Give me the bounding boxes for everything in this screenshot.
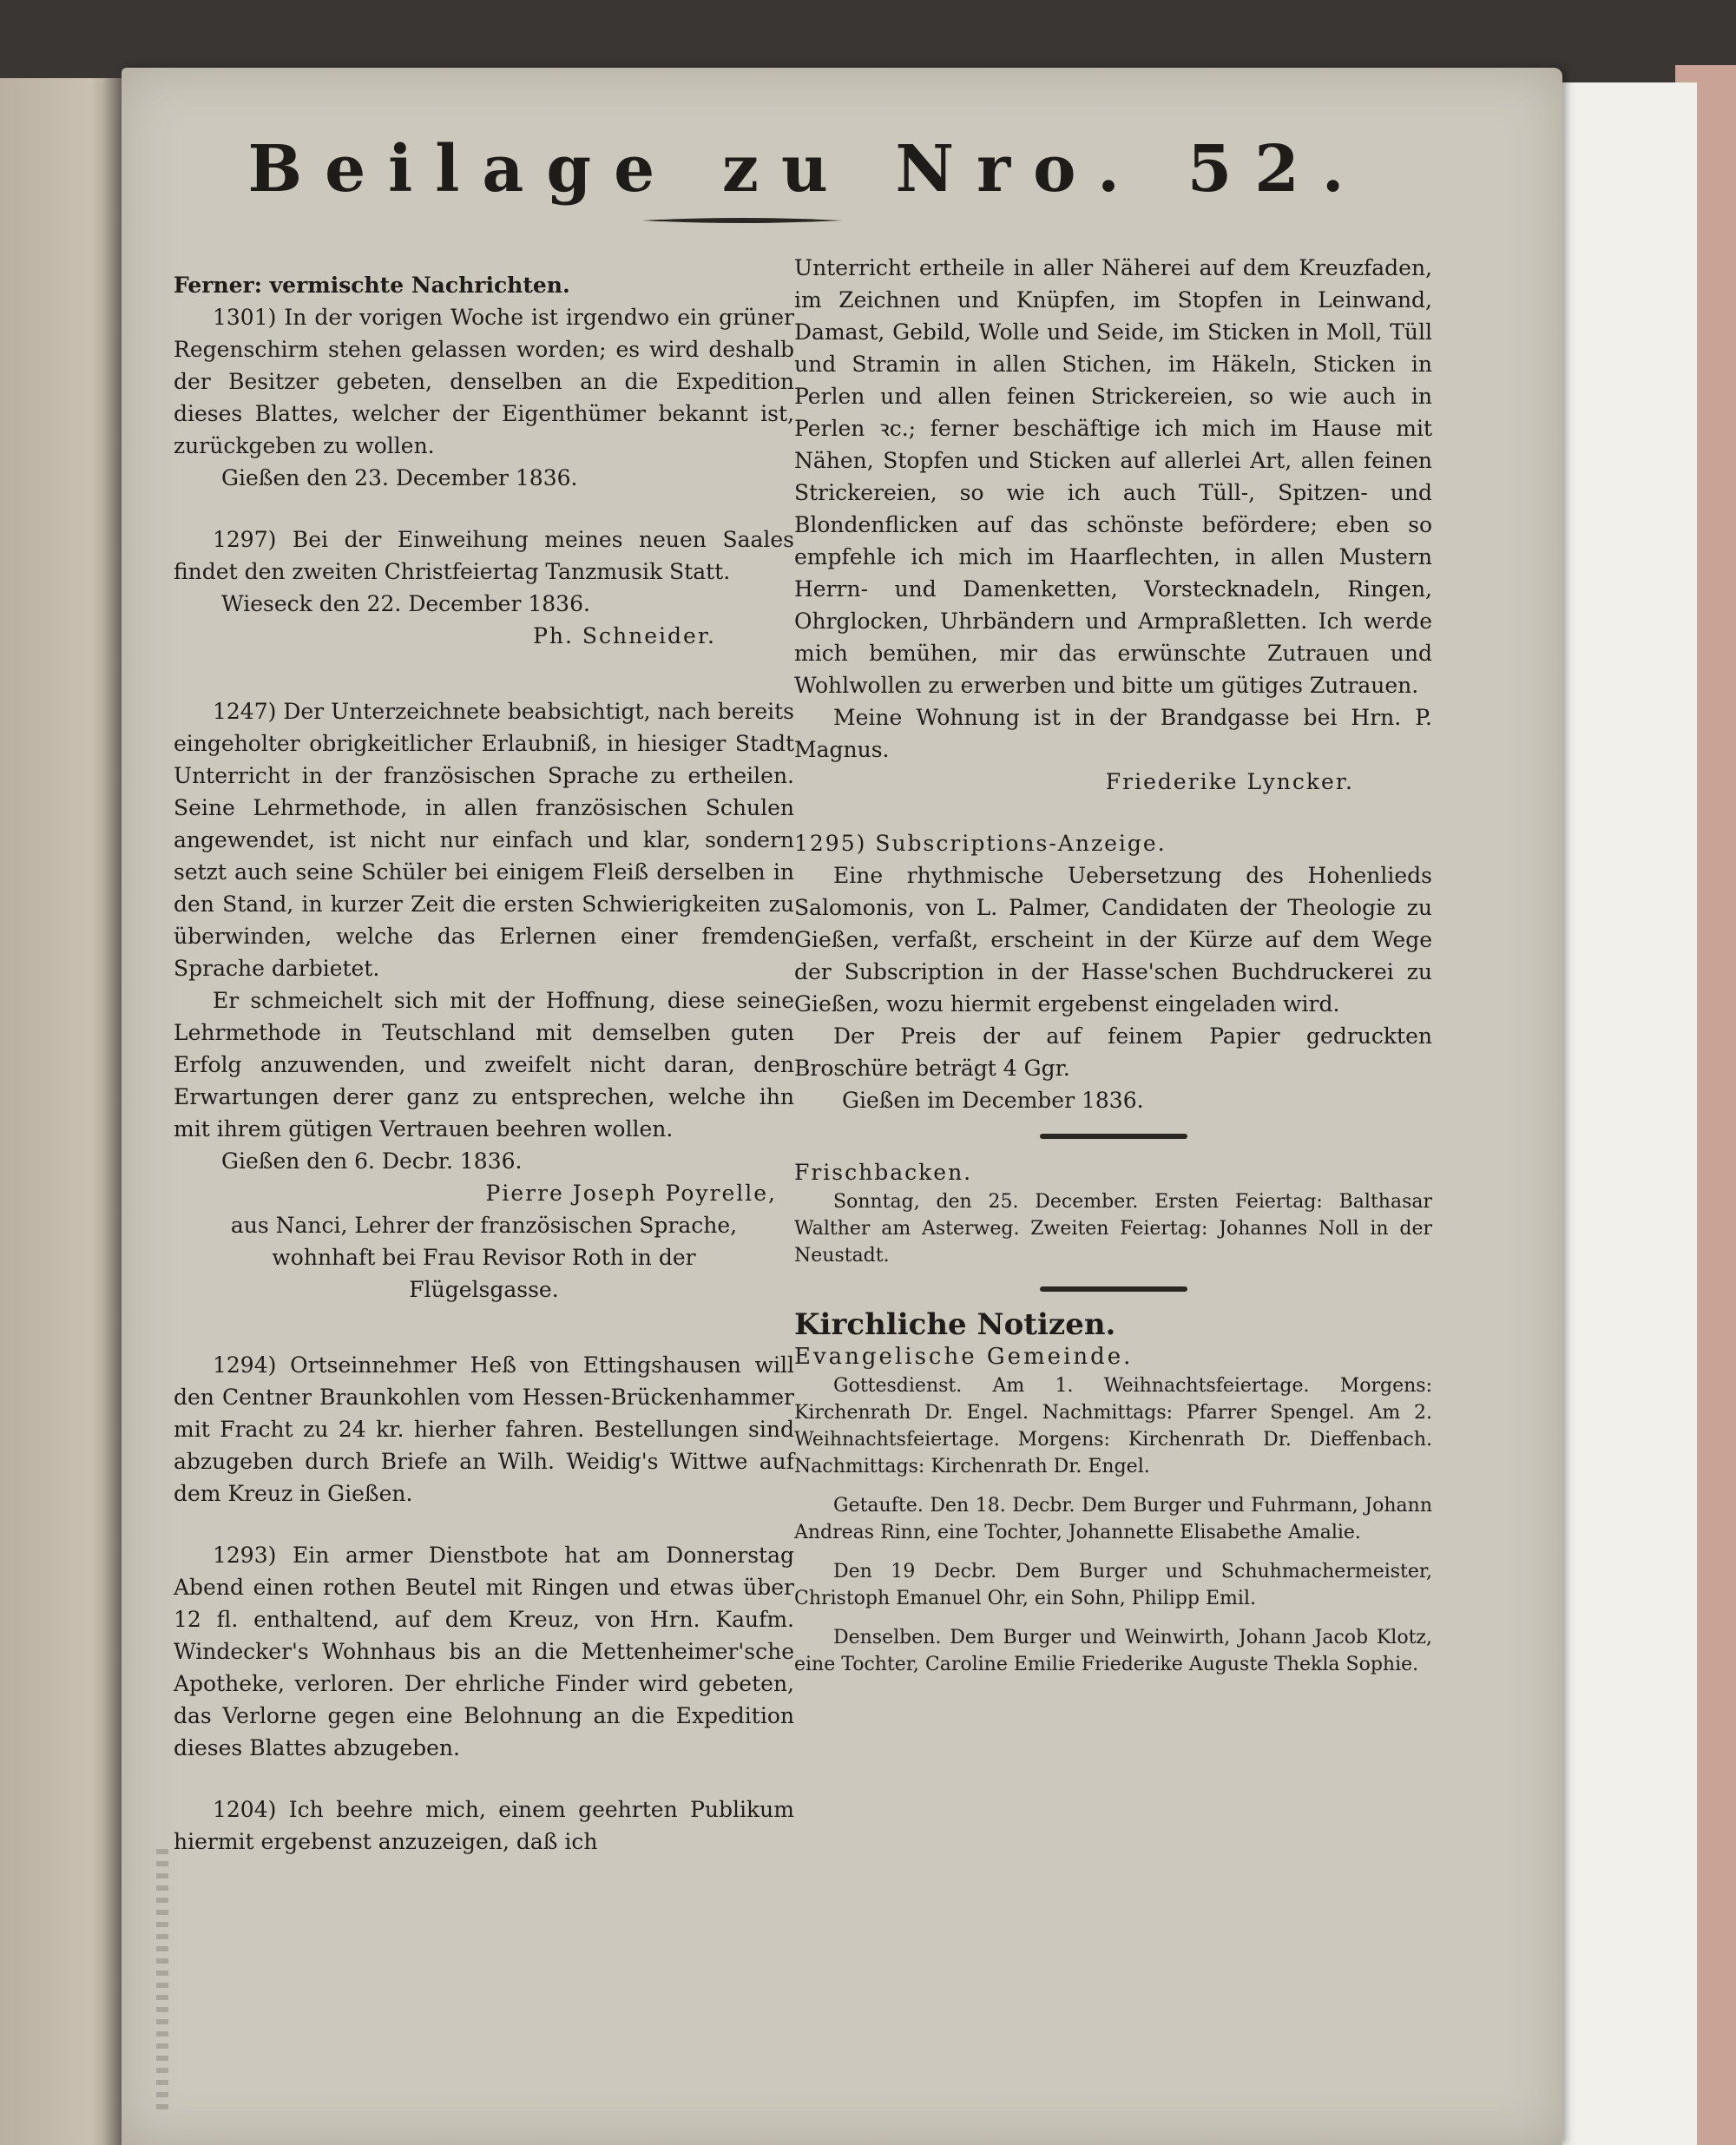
gottesdienst-text: Gottesdienst. Am 1. Weihnachtsfeiertage. Morgens: Kirchenrath Dr. Engel. Nachmittags: Pfarrer Spengel. Am 2. Weihnachtsfeiertage. Morgens: Kirchenrath Dr. Dieffenbach. Nachmittags: Kirchenrath Dr. Engel. [794,1375,1432,1477]
notice-1204-address: Meine Wohnung ist in der Brandgasse bei Hrn. P. Magnus. [794,705,1432,762]
blank-leaf-edge [1558,82,1697,2145]
notice-1204: 1204) Ich beehre mich, einem geehrten Publikum hiermit ergebenst anzuzeigen, daß ich [174,1797,794,1854]
getaufte-entry-1: Getaufte. Den 18. Decbr. Dem Burger und Fuhrmann, Johann Andreas Rinn, eine Tochter, Johannette Elisabethe Amalie. [794,1495,1432,1543]
section-divider-2 [1040,1286,1187,1292]
notice-1294: 1294) Ortseinnehmer Heß von Ettingshausen will den Centner Braunkohlen vom Hessen-Brückenhammer mit Fracht zu 24 kr. hierher fahren. Bestellungen sind abzugeben durch Briefe an Wilh. Weidig's Wittwe auf dem Kreuz in Gießen. [174,1352,794,1506]
notice-1247-cont: Er schmeichelt sich mit der Hoffnung, diese seine Lehrmethode in Teutschland mit demselben guten Erfolg anzuwenden, und zweifelt nicht daran, den Erwartungen derer ganz zu entsprechen, welche ihn mit ihrem gütigen Vertrauen beehren wollen. [174,988,794,1142]
subscription-dateline: Gießen im December 1836. [842,1088,1144,1113]
margin-stamp-marks [156,1849,168,2109]
getaufte-entry-2: Den 19 Decbr. Dem Burger und Schuhmachermeister, Christoph Emanuel Ohr, ein Sohn, Philipp Emil. [794,1561,1432,1609]
kirchliche-subheading: Evangelische Gemeinde. [794,1344,1134,1370]
subscription-text: Eine rhythmische Uebersetzung des Hohenlieds Salomonis, von L. Palmer, Candidaten der Theologie zu Gießen, verfaßt, erscheint in der Kürze auf dem Wege der Subscription in der Hasse'schen Buchdruckerei zu Gießen, wozu hiermit ergebenst eingeladen wird. [794,863,1432,1017]
notice-1293: 1293) Ein armer Dienstbote hat am Donnerstag Abend einen rothen Beutel mit Ringen und etwas über 12 fl. enthaltend, auf dem Kreuz, von Hrn. Kaufm. Windecker's Wohnhaus bis an die Mettenheimer'sche Apotheke, verloren. Der ehrliche Finder wird gebeten, das Verlorne gegen eine Belohnung an die Expedition dieses Blattes abzugeben. [174,1543,794,1760]
section-heading: Ferner: vermischte Nachrichten. [174,273,570,298]
getaufte-entry-3: Denselben. Dem Burger und Weinwirth, Johann Jacob Klotz, eine Tochter, Caroline Emilie Friederike Auguste Thekla Sophie. [794,1627,1432,1675]
notice-1247: 1247) Der Unterzeichnete beabsichtigt, nach bereits eingeholter obrigkeitlicher Erlaubniß, in hiesiger Stadt Unterricht in der französischen Sprache zu ertheilen. Seine Lehrmethode, in allen französischen Schulen angewendet, ist nicht nur einfach und klar, sondern setzt auch seine Schüler bei einigem Fleiß derselben in den Stand, in kurzer Zeit die ersten Schwierigkeiten zu überwinden, welche das Erlernen einer fremden Sprache darbietet. [174,699,794,981]
notice-1301-dateline: Gießen den 23. December 1836. [221,465,578,490]
section-divider [1040,1134,1187,1139]
notice-1204-signature: Friederike Lyncker. [1105,769,1354,794]
right-column [794,252,1432,1823]
frischbacken-text: Sonntag, den 25. December. Ersten Feiertag: Balthasar Walther am Asterweg. Zweiten Feiertag: Johannes Noll in der Neustadt. [794,1191,1432,1267]
page-title: Beilage zu Nro. 52. [247,132,1367,207]
left-column [174,269,794,1918]
notice-1247-dateline: Gießen den 6. Decbr. 1836. [221,1148,523,1174]
notice-1247-signature-detail: aus Nanci, Lehrer der französischen Sprache, wohnhaft bei Frau Revisor Roth in der Flügelsgasse. [230,1213,738,1302]
subscription-price: Der Preis der auf feinem Papier gedruckten Broschüre beträgt 4 Ggr. [794,1023,1432,1081]
frischbacken-heading: Frischbacken. [794,1160,973,1185]
notice-1297-signature: Ph. Schneider. [533,623,716,648]
notice-1247-signature: Pierre Joseph Poyrelle, [485,1181,777,1206]
notice-1204-continuation: Unterricht ertheile in aller Näherei auf dem Kreuzfaden, im Zeichnen und Knüpfen, im Stopfen in Leinwand, Damast, Gebild, Wolle und Seide, im Sticken in Moll, Tüll und Stramin in allen Stichen, im Häkeln, Sticken in Perlen und allen feinen Strickereien, so wie auch in Perlen ꝛc.; ferner beschäftige ich mich im Hause mit Nähen, Stopfen und Sticken auf allerlei Art, allen feinen Strickereien, so wie ich auch Tüll-, Spitzen- und Blondenflicken auf das schönste befördere; eben so empfehle ich mich im Haarflechten, in allen Mustern Herrn- und Damenketten, Vorstecknadeln, Ringen, Ohrglocken, Uhrbändern und Armpraßletten. Ich werde mich bemühen, mir das erwünschte Zutrauen und Wohlwollen zu erwerben und bitte um gütiges Zutrauen. [794,255,1432,698]
title-ornament-rule [642,217,842,224]
subscription-heading: 1295) Subscriptions-Anzeige. [794,831,1167,856]
notice-1301: 1301) In der vorigen Woche ist irgendwo ein grüner Regenschirm stehen gelassen worden; es wird deshalb der Besitzer gebeten, denselben an die Expedition dieses Blattes, welcher der Eigenthümer bekannt ist, zurückgeben zu wollen. [174,305,794,458]
kirchliche-heading: Kirchliche Notizen. [794,1307,1116,1342]
notice-1297: 1297) Bei der Einweihung meines neuen Saales findet den zweiten Christfeiertag Tanzmusik Statt. [174,527,794,584]
notice-1297-dateline: Wieseck den 22. December 1836. [221,591,590,616]
